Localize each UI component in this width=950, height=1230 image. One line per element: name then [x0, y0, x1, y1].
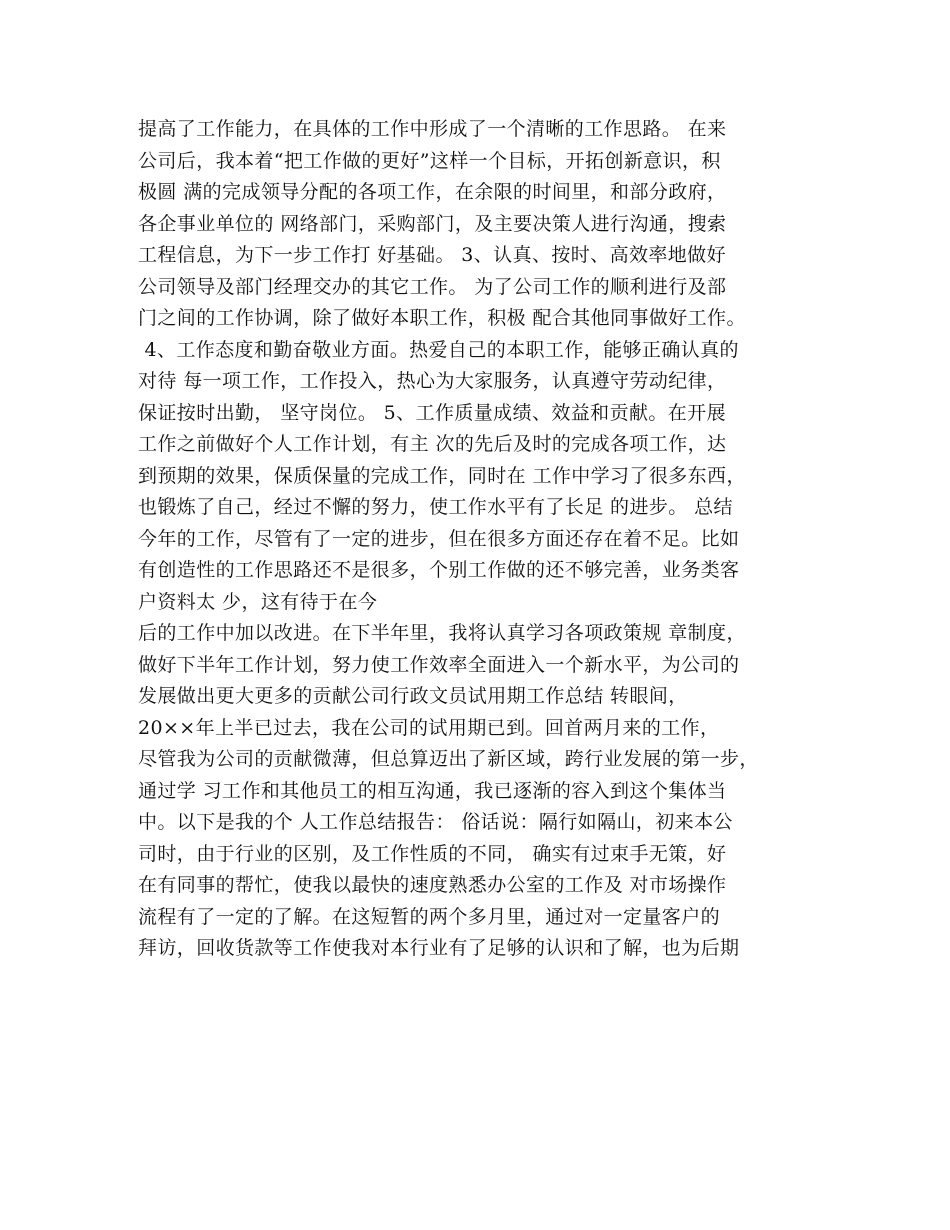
text-line: 发展做出更大更多的贡献公司行政文员试用期工作总结 转眼间，	[138, 685, 688, 707]
text-line: 通过学 习工作和其他员工的相互沟通，我已逐渐的容入到这个集体当	[138, 779, 727, 802]
text-line: 对待 每一项工作，工作投入，热心为大家服务，认真遵守劳动纪律，	[138, 370, 727, 392]
text-line: 工程信息，为下一步工作打 好基础。 3、认真、按时、高效率地做好	[138, 244, 726, 266]
text-line: 也锻炼了自己，经过不懈的努力，使工作水平有了长足 的进步。 总结	[138, 496, 733, 518]
text-line: 中。以下是我的个 人工作总结报告： 俗话说：隔行如隔山，初来本公	[138, 811, 733, 833]
body-text	[138, 114, 828, 965]
text-line: 工作之前做好个人工作计划，有主 次的先后及时的完成各项工作，达	[138, 433, 727, 455]
text-line: 4、工作态度和勤奋敬业方面。热爱自己的本职工作，能够正确认真的	[138, 338, 739, 361]
text-line: 提高了工作能力，在具体的工作中形成了一个清晰的工作思路。 在来	[138, 118, 727, 140]
text-line: 拜访，回收货款等工作使我对本行业有了足够的认识和了解，也为后期	[138, 937, 740, 959]
text-line: 各企事业单位的 网络部门，采购部门，及主要决策人进行沟通，搜索	[138, 212, 727, 235]
text-line: 公司领导及部门经理交办的其它工作。 为了公司工作的顺利进行及部	[138, 275, 727, 298]
text-line: 流程有了一定的了解。在这短暂的两个多月里，通过对一定量客户的	[138, 905, 721, 928]
text-line: 保证按时出勤， 坚守岗位。 5、工作质量成绩、效益和贡献。在开展	[138, 401, 726, 424]
text-line: 做好下半年工作计划，努力使工作效率全面进入一个新水平，为公司的	[138, 653, 740, 676]
text-line: 门之间的工作协调，除了做好本职工作，积极 配合其他同事做好工作。	[138, 307, 746, 329]
text-line: 司时，由于行业的区别，及工作性质的不同， 确实有过束手无策，好	[138, 842, 727, 865]
text-line: 尽管我为公司的贡献微薄，但总算迈出了新区域，跨行业发展的第一步，	[138, 748, 759, 770]
text-line: 有创造性的工作思路还不是很多，个别工作做的还不够完善，业务类客	[138, 559, 740, 581]
text-line: 到预期的效果，保质保量的完成工作，同时在 工作中学习了很多东西，	[138, 464, 746, 487]
text-line: 在有同事的帮忙，使我以最快的速度熟悉办公室的工作及 对市场操作	[138, 874, 727, 896]
text-line: 极圆 满的完成领导分配的各项工作，在余限的时间里，和部分政府，	[138, 181, 727, 203]
text-line: 20××年上半已过去，我在公司的试用期已到。回首两月来的工作，	[138, 716, 720, 739]
text-line: 公司后，我本着“把工作做的更好”这样一个目标，开拓创新意识，积	[138, 149, 721, 172]
text-line: 后的工作中加以改进。在下半年里，我将认真学习各项政策规 章制度，	[138, 622, 746, 644]
text-line: 户资料太 少，这有待于在今	[138, 590, 378, 613]
text-line: 今年的工作，尽管有了一定的进步，但在很多方面还存在着不足。比如	[138, 527, 740, 550]
